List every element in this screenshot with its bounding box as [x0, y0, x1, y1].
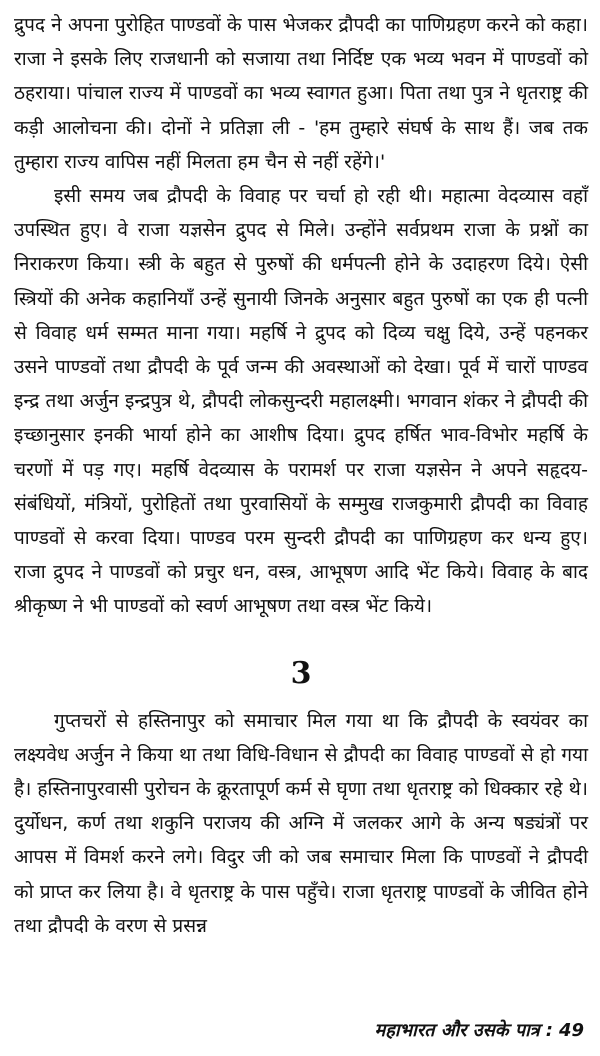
page-footer: [375, 1018, 584, 1042]
page-number: 49: [558, 1020, 584, 1041]
chapter-number: 3: [290, 655, 312, 691]
paragraph-1: द्रुपद ने अपना पुरोहित पाण्डवों के पास भेजकर द्रौपदी का पाणिग्रहण करने को कहा। राजा ने इसके लिए राजधानी को सजाया तथा निर्दिष्ट एक भव्य भवन में पाण्डवों को ठहराया। पांचाल राज्य में पाण्डवों का भव्य स्वागत हुआ। पिता तथा पुत्र ने धृतराष्ट्र की कड़ी आलोचना की। दोनों ने प्रतिज्ञा ली - 'हम तुम्हारे संघर्ष के साथ हैं। जब तक तुम्हारा राज्य वापिस नहीं मिलता हम चैन से नहीं रहेंगे।': [14, 14, 588, 173]
book-title: महाभारत और उसके पात्र: [374, 1020, 540, 1041]
book-page: [14, 8, 588, 1048]
paragraph-2: इसी समय जब द्रौपदी के विवाह पर चर्चा हो रही थी। महात्मा वेदव्यास वहाँ उपस्थित हुए। वे राजा यज्ञसेन द्रुपद से मिले। उन्होंने सर्वप्रथम राजा के प्रश्नों का निराकरण किया। स्त्री के बहुत से पुरुषों की धर्मपत्नी होने के उदाहरण दिये। ऐसी स्त्रियों की अनेक कहानियाँ उन्हें सुनायी जिनके अनुसार बहुत पुरुषों का एक ही पत्नी से विवाह धर्म सम्मत माना गया। महर्षि ने द्रुपद को दिव्य चक्षु दिये, उन्हें पहनकर उसने पाण्डवों तथा द्रौपदी के पूर्व जन्म की अवस्थाओं को देखा। पूर्व में चारों पाण्डव इन्द्र तथा अर्जुन इन्द्रपुत्र थे, द्रौपदी लोकसुन्दरी महालक्ष्मी। भगवान शंकर ने द्रौपदी की इच्छानुसार इनकी भार्या होने का आशीष दिया। द्रुपद हर्षित भाव-विभोर महर्षि के चरणों में पड़ गए। महर्षि वेदव्यास के परामर्श पर राजा यज्ञसेन ने अपने सहृदय-संबंधियों, मंत्रियों, पुरोहितों तथा पुरवासियों के सम्मुख राजकुमारी द्रौपदी का विवाह पाण्डवों से करवा दिया। पाण्डव परम सुन्दरी द्रौपदी का पाणिग्रहण कर धन्य हुए। राजा द्रुपद ने पाण्डवों को प्रचुर धन, वस्त्र, आभूषण आदि भेंट किये। विवाह के बाद श्रीकृष्ण ने भी पाण्डवों को स्वर्ण आभूषण तथा वस्त्र भेंट किये।: [14, 185, 588, 618]
footer-separator: :: [545, 1020, 553, 1041]
chapter-paragraph-1: गुप्तचरों से हस्तिनापुर को समाचार मिल गया था कि द्रौपदी के स्वयंवर का लक्ष्यवेध अर्जुन ने किया था तथा विधि-विधान से द्रौपदी का विवाह पाण्डवों से हो गया है। हस्तिनापुरवासी पुरोचन के क्रूरतापूर्ण कर्म से घृणा तथा धृतराष्ट्र को धिक्कार रहे थे। दुर्योधन, कर्ण तथा शकुनि पराजय की अग्नि में जलकर आगे के अन्य षड्यंत्रों पर आपस में विमर्श करने लगे। विदुर जी को जब समाचार मिला कि पाण्डवों ने द्रौपदी को प्राप्त कर लिया है। वे धृतराष्ट्र के पास पहुँचे। राजा धृतराष्ट्र पाण्डवों के जीवित होने तथा द्रौपदी के वरण से प्रसन्न: [14, 709, 588, 937]
